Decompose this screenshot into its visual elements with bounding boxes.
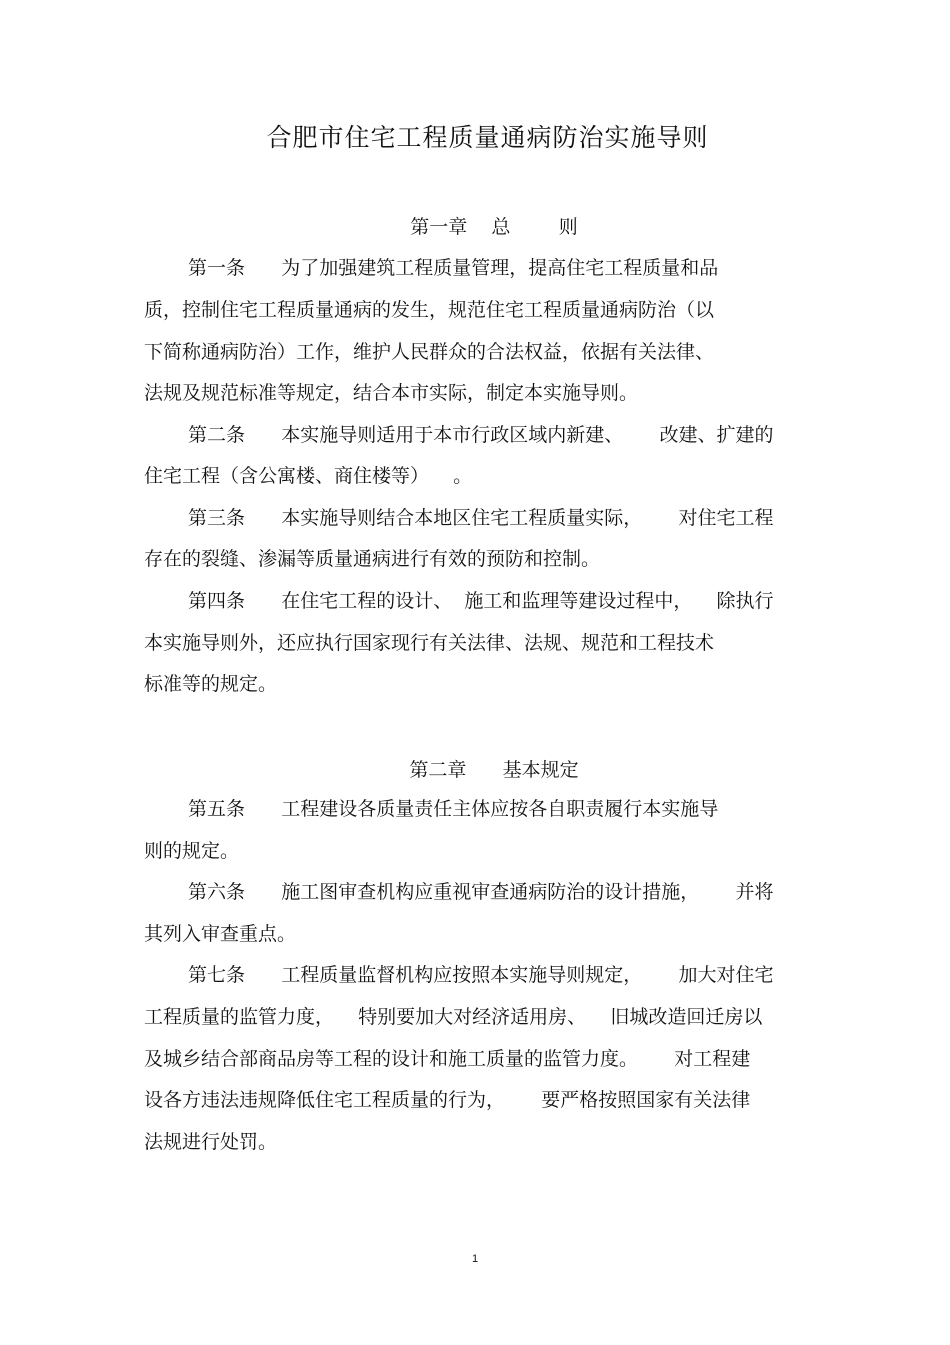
article-4-line-1: 第四条 在住宅工程的设计、 施工和监理等建设过程中， 除执行 <box>188 590 774 612</box>
article-7-line-5: 法规进行处罚。 <box>144 1131 278 1153</box>
article-7-line-4: 设各方违法违规降低住宅工程质量的行为， 要严格按照国家有关法律 <box>144 1089 751 1111</box>
article-4-line-3: 标准等的规定。 <box>144 673 278 695</box>
article-3-line-2: 存在的裂缝、渗漏等质量通病进行有效的预防和控制。 <box>144 548 601 570</box>
article-5-line-2: 则的规定。 <box>144 840 240 862</box>
article-1-line-2: 质，控制住宅工程质量通病的发生，规范住宅工程质量通病防治（以 <box>144 299 715 321</box>
article-6-line-1: 第六条 施工图审查机构应重视审查通病防治的设计措施， 并将 <box>188 881 774 903</box>
article-1-line-3: 下简称通病防治）工作，维护人民群众的合法权益，依据有关法律、 <box>144 341 715 363</box>
article-4-line-2: 本实施导则外，还应执行国家现行有关法律、法规、规范和工程技术 <box>144 632 715 654</box>
article-7-line-3: 及城乡结合部商品房等工程的设计和施工质量的监管力度。 对工程建 <box>144 1048 751 1070</box>
article-2-line-1: 第二条 本实施导则适用于本市行政区域内新建、 改建、扩建的 <box>188 424 774 446</box>
document-title: 合肥市住宅工程质量通病防治实施导则 <box>266 123 709 152</box>
article-5-line-1: 第五条 工程建设各质量责任主体应按各自职责履行本实施导 <box>188 798 719 820</box>
article-1-line-1: 第一条 为了加强建筑工程质量管理，提高住宅工程质量和品 <box>188 257 719 279</box>
article-1-line-4: 法规及规范标准等规定，结合本市实际，制定本实施导则。 <box>144 382 639 404</box>
article-7-line-1: 第七条 工程质量监督机构应按照本实施导则规定， 加大对住宅 <box>188 964 774 986</box>
chapter-1-heading: 第一章 总 则 <box>410 216 578 238</box>
chapter-2-heading: 第二章 基本规定 <box>409 759 579 781</box>
article-6-line-2: 其列入审查重点。 <box>144 923 297 945</box>
page-number: 1 <box>471 1253 479 1265</box>
article-2-line-2: 住宅工程（含公寓楼、商住楼等） 。 <box>144 465 473 487</box>
article-7-line-2: 工程质量的监管力度， 特别要加大对经济适用房、 旧城改造回迁房以 <box>144 1006 763 1028</box>
article-3-line-1: 第三条 本实施导则结合本地区住宅工程质量实际， 对住宅工程 <box>188 507 774 529</box>
